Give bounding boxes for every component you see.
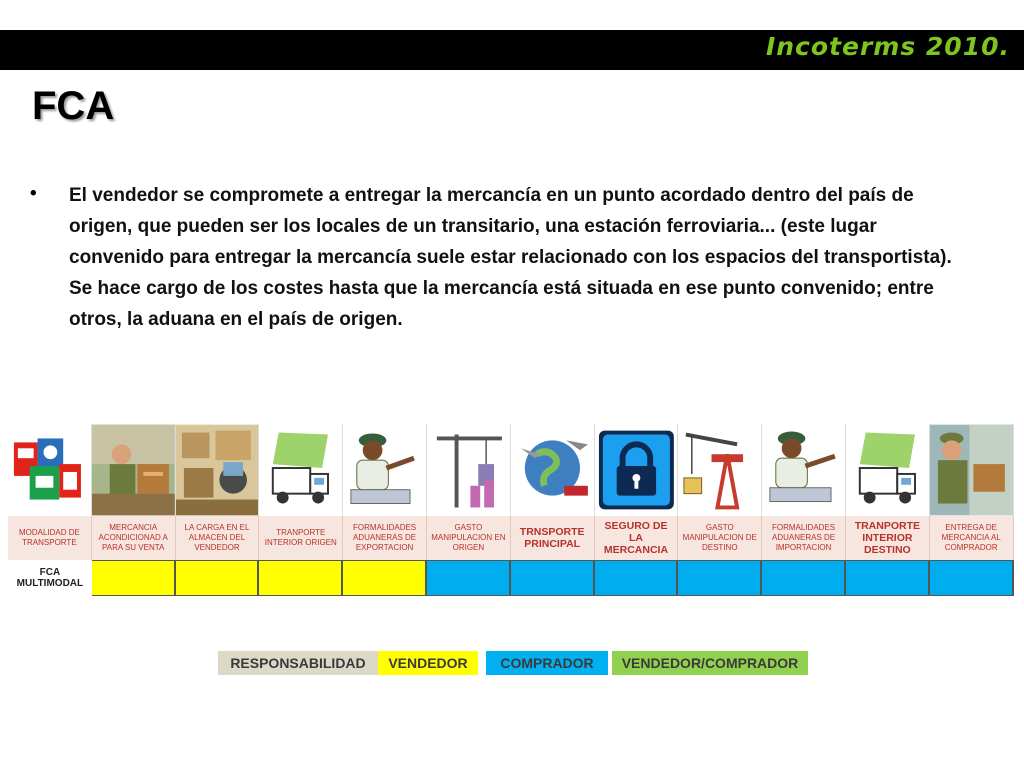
legend-vendedor-comprador: VENDEDOR/COMPRADOR [612, 651, 808, 675]
row-label-line2: MULTIMODAL [16, 578, 84, 589]
row-label [8, 560, 92, 596]
truck-destination-icon [846, 424, 930, 516]
responsibility-cell-buyer [930, 560, 1014, 596]
column-label: FORMALIDADES ADUANERAS DE EXPORTACION [343, 516, 427, 560]
responsibility-cell-seller [176, 560, 260, 596]
column-label: LA CARGA EN EL ALMACEN DEL VENDEDOR [176, 516, 260, 560]
column-label: GASTO MANIPULACION EN ORIGEN [427, 516, 511, 560]
responsibility-cell-buyer [511, 560, 595, 596]
column-label: MODALIDAD DE TRANSPORTE [8, 516, 92, 560]
responsibility-cell-buyer [595, 560, 679, 596]
responsibility-cell-seller [259, 560, 343, 596]
column-label: ENTREGA DE MERCANCIA AL COMPRADOR [930, 516, 1014, 560]
bullet-marker: • [30, 183, 37, 204]
responsibility-legend [218, 651, 808, 675]
header-bar [0, 30, 1024, 70]
padlock-icon [595, 424, 679, 516]
slide-title: FCA [32, 84, 115, 128]
slide-body-text: El vendedor se compromete a entregar la mercancía en un punto acordado dentro del país de origen, que pueden ser los locales de un transitario, una estación ferroviaria... (este lugar convenido para entregar la mercancía suele estar relacionado con los espacios del transportista). Se hace cargo de los costes hasta que la mercancía está situada en ese punto convenido; entre otros, la aduana en el país de origen. [69, 185, 952, 330]
column-label: TRANPORTE INTERIOR DESTINO [846, 516, 930, 560]
warehouse-loading-icon [176, 424, 260, 516]
column-label: GASTO MANIPULACION DE DESTINO [678, 516, 762, 560]
goods-packing-icon [92, 424, 176, 516]
legend-vendedor: VENDEDOR [378, 651, 478, 675]
legend-comprador: COMPRADOR [486, 651, 608, 675]
globe-transport-icon [511, 424, 595, 516]
crane-icon [427, 424, 511, 516]
crane-unloading-icon [678, 424, 762, 516]
customs-import-icon [762, 424, 846, 516]
column-label: TRANPORTE INTERIOR ORIGEN [259, 516, 343, 560]
delivery-worker-icon [930, 424, 1014, 516]
column-label: FORMALIDADES ADUANERAS DE IMPORTACION [762, 516, 846, 560]
customs-officer-icon [343, 424, 427, 516]
column-label: TRNSPORTE PRINCIPAL [511, 516, 595, 560]
legend-responsabilidad: RESPONSABILIDAD [218, 651, 378, 675]
incoterm-responsibility-table [8, 424, 1014, 596]
truck-icon [259, 424, 343, 516]
transport-modes-icon [8, 424, 92, 516]
responsibility-cell-buyer [762, 560, 846, 596]
column-labels-row [8, 516, 1014, 560]
responsibility-cell-buyer [846, 560, 930, 596]
responsibility-cell-buyer [427, 560, 511, 596]
responsibility-cell-seller [343, 560, 427, 596]
row-label-line1: FCA [39, 567, 61, 578]
column-label: MERCANCIA ACONDICIONAD A PARA SU VENTA [92, 516, 176, 560]
responsibility-cell-buyer [678, 560, 762, 596]
brand-title: Incoterms 2010. [765, 32, 1010, 61]
fca-multimodal-row [8, 560, 1014, 596]
icons-row [8, 424, 1014, 516]
column-label: SEGURO DE LA MERCANCIA [595, 516, 679, 560]
responsibility-cell-seller [92, 560, 176, 596]
